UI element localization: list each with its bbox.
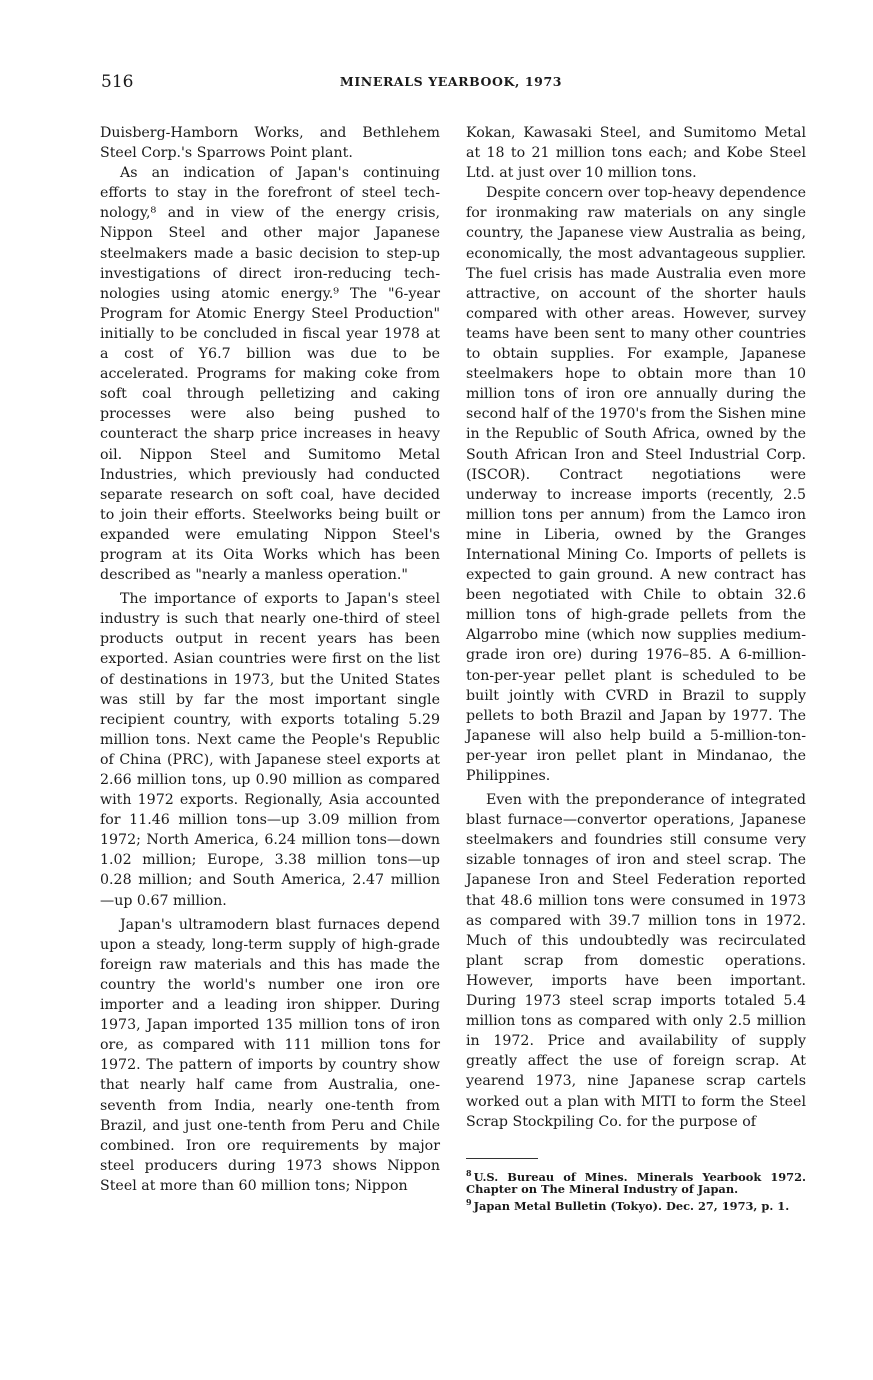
footnote-marker: 9 [466,1196,472,1207]
page-header [101,72,801,96]
right-column [466,123,806,1212]
footnote-text: U.S. Bureau of Mines. Minerals Yearbook 1972. Chapter on The Mineral Industry of Japan. [466,1169,806,1197]
paragraph: Despite concern over top-heavy dependence for ironmaking raw materials on any single country, the Japanese view Australia as being, economically, the most advantageous supplier. The fuel crisis has made Australia even more attractive, on account of the shorter hauls compared with other areas. However, survey teams have been sent to many other countries to obtain supplies. For example, Japanese steelmakers hope to obtain more than 10 million tons of iron ore annually during the second half of the 1970's from the Sishen mine in the Republic of South Africa, owned by the South African Iron and Steel Industrial Corp. (ISCOR). Contract negotiations were underway to increase imports (recently, 2.5 million tons per annum) from the Lamco iron mine in Liberia, owned by the Granges International Mining Co. Imports of pellets is expected to gain ground. A new contract has been negotiated with Chile to obtain 32.6 million tons of high-grade pellets from the Algarrobo mine (which now supplies medium-grade iron ore) during 1976–85. A 6-million-ton-per-year pellet plant is scheduled to be built jointly with CVRD in Brazil to supply pellets to both Brazil and Japan by 1977. The Japanese will also help build a 5-million-ton-per-year iron pellet plant in Mindanao, the Philippines. [466,185,806,784]
footnote-marker: 8 [466,1167,472,1178]
footnote-divider [466,1158,538,1159]
paragraph: Kokan, Kawasaki Steel, and Sumitomo Metal at 18 to 21 million tons each; and Kobe Steel Ltd. at just over 10 million tons. [466,125,806,182]
page-number: 516 [101,72,134,92]
footnote [466,1196,806,1212]
running-head: MINERALS YEARBOOK, 1973 [339,74,563,89]
paragraph: Duisberg-Hamborn Works, and Bethlehem Steel Corp.'s Sparrows Point plant. [100,125,440,162]
footnotes [466,1167,806,1212]
paragraph: Japan's ultramodern blast furnaces depend upon a steady, long-term supply of high-grade foreign raw materials and this has made the country the world's number one iron ore importer and a leading iron shipper. During 1973, Japan imported 135 million tons of iron ore, as compared with 111 million tons for 1972. The pattern of imports by country show that nearly half came from Australia, one-seventh from India, nearly one-tenth from Brazil, and just one-tenth from Peru and Chile combined. Iron ore requirements by major steel producers during 1973 shows Nippon Steel at more than 60 million tons; Nippon [100,916,440,1194]
left-column [100,123,440,1196]
paragraph: The importance of exports to Japan's steel industry is such that nearly one-third of steel products output in recent years has been exported. Asian countries were first on the list of destinations in 1973, but the United States was still by far the most important single recipient country, with exports totaling 5.29 million tons. Next came the People's Republic of China (PRC), with Japanese steel exports at 2.66 million tons, up 0.90 million as compared with 1972 exports. Regionally, Asia accounted for 11.46 million tons—up 3.09 million from 1972; North America, 6.24 million tons—down 1.02 million; Europe, 3.38 million tons—up 0.28 million; and South America, 2.47 million—up 0.67 million. [100,591,440,909]
footnote-text: Japan Metal Bulletin (Tokyo). Dec. 27, 1973, p. 1. [473,1198,790,1213]
footnote [466,1167,806,1196]
paragraph: Even with the preponderance of integrated blast furnace—convertor operations, Japanese steelmakers and foundries still consume very sizable tonnages of iron and steel scrap. The Japanese Iron and Steel Federation reported that 48.6 million tons were consumed in 1973 as compared with 39.7 million tons in 1972. Much of this undoubtedly was recirculated plant scrap from domestic operations. However, imports have been important. During 1973 steel scrap imports totaled 5.4 million tons as compared with only 2.5 million in 1972. Price and availability of supply greatly affect the use of foreign scrap. At yearend 1973, nine Japanese scrap cartels worked out a plan with MITI to form the Steel Scrap Stockpiling Co. for the purpose of [466,792,806,1130]
paragraph: As an indication of Japan's continuing efforts to stay in the forefront of steel technology,⁸ and in view of the energy crisis, Nippon Steel and other major Japanese steelmakers made a basic decision to step-up investigations of direct iron-reducing technologies using atomic energy.⁹ The "6-year Program for Atomic Energy Steel Production" initially to be concluded in fiscal year 1978 at a cost of Y6.7 billion was due to be accelerated. Programs for making coke from soft coal through pelletizing and caking processes were also being pushed to counteract the sharp price increases in heavy oil. Nippon Steel and Sumitomo Metal Industries, which previously had conducted separate research on soft coal, have decided to join their efforts. Steelworks being built or expanded were emulating Nippon Steel's program at its Oita Works which has been described as "nearly a manless operation." [100,165,440,584]
